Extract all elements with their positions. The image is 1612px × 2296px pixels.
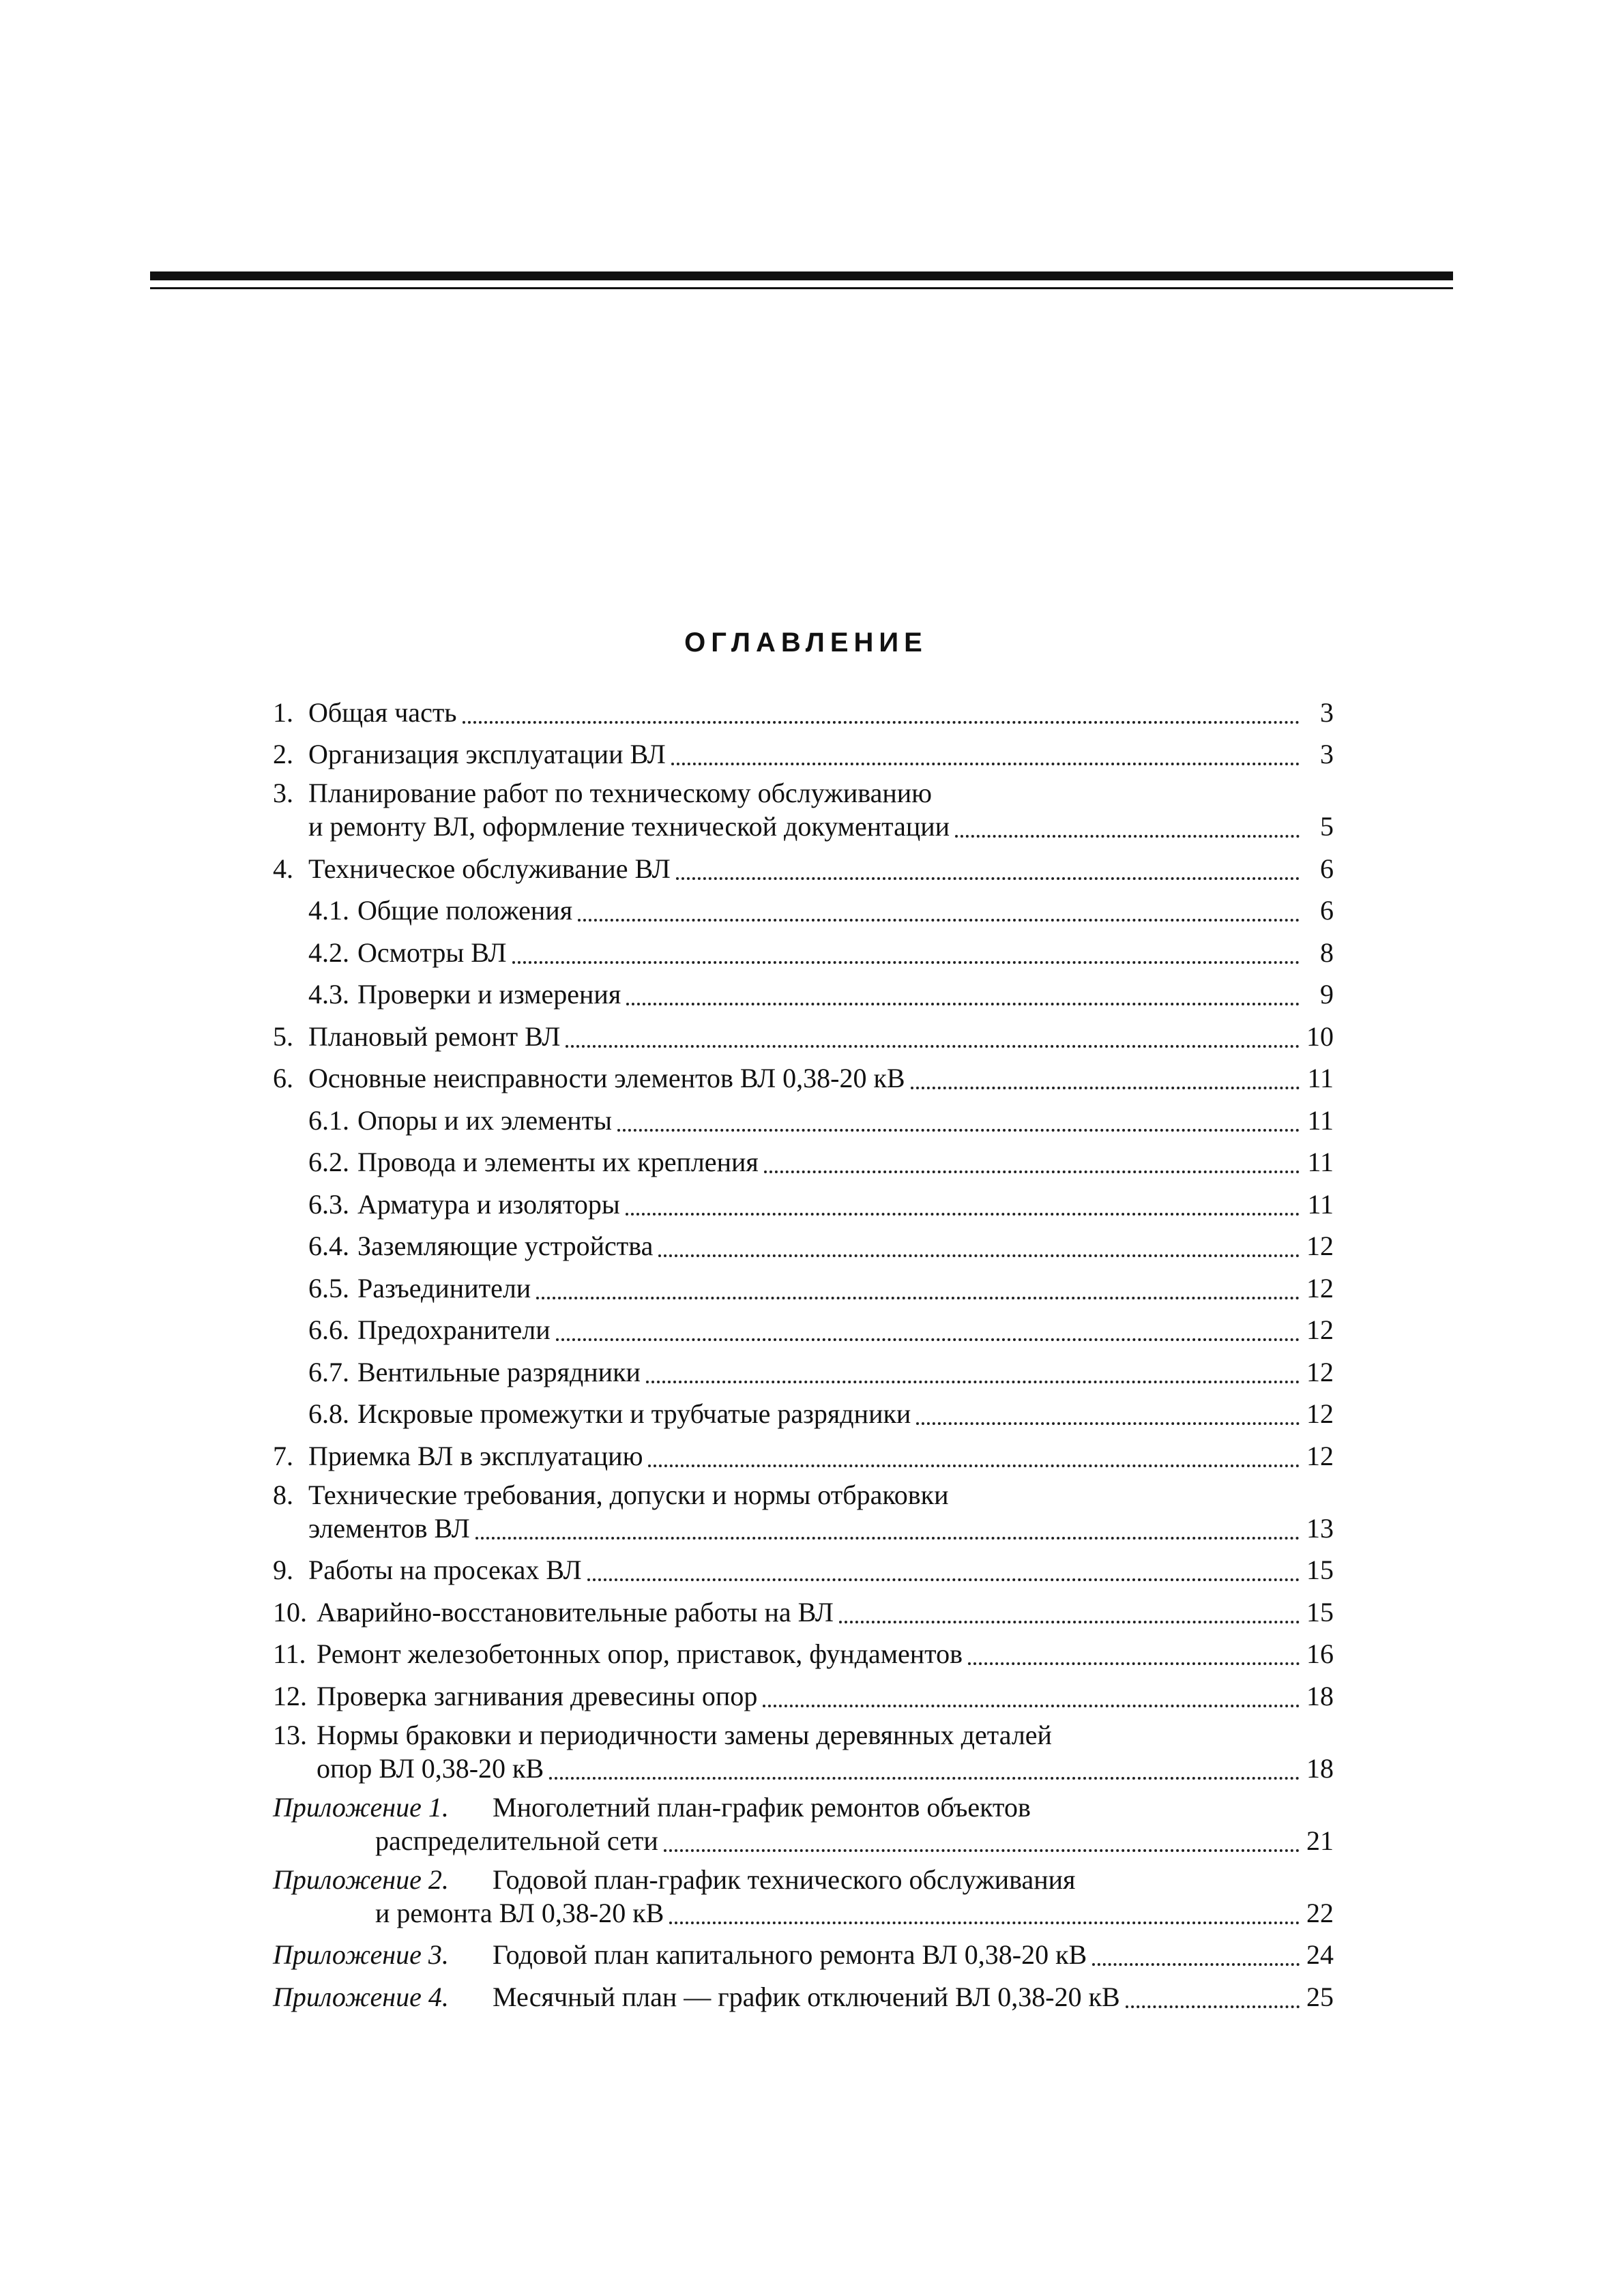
toc-entry-title: Арматура и изоляторы — [357, 1188, 620, 1220]
toc-subentry[interactable] — [273, 1391, 1334, 1433]
toc-entry-title: Ремонт железобетонных опор, приставок, фундаментов — [317, 1638, 963, 1669]
dot-leader — [549, 1777, 1300, 1780]
toc-entry-page: 18 — [1306, 1752, 1334, 1784]
dot-leader — [911, 1087, 1300, 1089]
toc-entry-number: 2. — [273, 739, 293, 769]
toc-entry[interactable] — [273, 773, 1334, 845]
toc-entry-page: 5 — [1320, 811, 1334, 842]
toc-entry-page: 16 — [1306, 1638, 1334, 1669]
toc-entry-title-continued: элементов ВЛ — [308, 1512, 470, 1544]
toc-entry-page: 9 — [1320, 979, 1334, 1010]
dot-leader — [671, 763, 1300, 765]
dot-leader — [463, 721, 1300, 724]
toc-entry-number: 8. — [273, 1479, 293, 1510]
toc-entry-page: 8 — [1320, 937, 1334, 968]
toc-subentry[interactable] — [273, 1307, 1334, 1349]
dot-leader — [839, 1621, 1300, 1623]
appendix-title-continued: распределительной сети — [375, 1825, 658, 1856]
toc-entry[interactable] — [273, 1631, 1334, 1673]
toc-entry-number: 4.1. — [308, 895, 349, 926]
toc-entry-title: Общая часть — [308, 696, 457, 728]
top-rule-thick — [150, 271, 1453, 280]
toc-appendix-entry[interactable] — [273, 1932, 1334, 1974]
toc-appendix-entry[interactable] — [273, 1859, 1334, 1932]
toc-entry-title: Предохранители — [357, 1314, 551, 1345]
appendix-label: Приложение 1. — [273, 1791, 449, 1823]
toc-entry[interactable] — [273, 1475, 1334, 1547]
toc-entry-number: 13. — [273, 1719, 307, 1750]
dot-leader — [968, 1662, 1300, 1665]
toc-entry-title: Искровые промежутки и трубчатые разрядники — [357, 1398, 911, 1429]
toc-entry-number: 6.8. — [308, 1398, 349, 1429]
toc-entry-title: Технические требования, допуски и нормы отбраковки — [308, 1479, 949, 1510]
toc-entry-page: 6 — [1320, 895, 1334, 926]
toc-entry-title: Основные неисправности элементов ВЛ 0,38-20 кВ — [308, 1063, 905, 1093]
toc-entry-number: 11. — [273, 1638, 306, 1669]
toc-entry-number: 6.4. — [308, 1231, 349, 1261]
dot-leader — [1092, 1963, 1300, 1966]
appendix-title: Годовой план капитального ремонта ВЛ 0,38-20 кВ — [493, 1939, 1087, 1970]
toc-entry-page: 10 — [1306, 1020, 1334, 1052]
top-rule-thin — [150, 287, 1453, 289]
toc-entry-number: 6.2. — [308, 1147, 349, 1177]
toc-entry-page: 6 — [1320, 853, 1334, 884]
toc-entry[interactable] — [273, 1432, 1334, 1475]
dot-leader — [646, 1381, 1300, 1383]
dot-leader — [587, 1578, 1300, 1581]
toc-entry-page: 25 — [1306, 1981, 1334, 2012]
toc-entry-page: 11 — [1307, 1063, 1334, 1093]
toc-entry-title: Осмотры ВЛ — [357, 937, 507, 968]
dot-leader — [669, 1922, 1300, 1924]
toc-subentry[interactable] — [273, 1181, 1334, 1223]
toc-subentry[interactable] — [273, 887, 1334, 930]
toc-entry-page: 21 — [1306, 1825, 1334, 1856]
toc-entry-number: 4. — [273, 853, 293, 884]
dot-leader — [626, 1213, 1300, 1216]
appendix-title: Многолетний план-график ремонтов объектов — [493, 1791, 1031, 1823]
toc-entry-title: Организация эксплуатации ВЛ — [308, 739, 666, 769]
toc-entry-page: 12 — [1306, 1440, 1334, 1471]
dot-leader — [664, 1849, 1300, 1852]
toc-appendix-entry[interactable] — [273, 1787, 1334, 1859]
toc-entry-number: 4.3. — [308, 979, 349, 1010]
toc-entry-number: 10. — [273, 1596, 307, 1628]
dot-leader — [556, 1338, 1300, 1341]
dot-leader — [566, 1045, 1300, 1048]
dot-leader — [475, 1537, 1300, 1540]
toc-entry-title: Опоры и их элементы — [357, 1104, 612, 1136]
toc-heading: ОГЛАВЛЕНИЕ — [684, 628, 928, 658]
toc-entry[interactable] — [273, 1589, 1334, 1631]
toc-entry-page: 18 — [1306, 1680, 1334, 1711]
dot-leader — [916, 1422, 1300, 1425]
dot-leader — [617, 1129, 1300, 1132]
toc-appendix-entry[interactable] — [273, 1973, 1334, 2016]
dot-leader — [648, 1465, 1300, 1467]
toc-entry-number: 9. — [273, 1555, 293, 1585]
toc-entry-title: Нормы браковки и периодичности замены деревянных деталей — [317, 1719, 1052, 1750]
toc-subentry[interactable] — [273, 1223, 1334, 1265]
toc-subentry[interactable] — [273, 971, 1334, 1014]
toc-entry-title: Приемка ВЛ в эксплуатацию — [308, 1440, 643, 1471]
toc-entry-title: Техническое обслуживание ВЛ — [308, 853, 671, 884]
toc-entry-page: 11 — [1307, 1147, 1334, 1177]
toc-entry-title: Планирование работ по техническому обслуживанию — [308, 778, 933, 808]
toc-entry-title: Общие положения — [357, 895, 573, 926]
toc-entry-page: 24 — [1306, 1939, 1334, 1970]
appendix-label: Приложение 4. — [273, 1981, 449, 2012]
toc-entry-page: 11 — [1307, 1188, 1334, 1220]
toc-entry-number: 1. — [273, 696, 293, 728]
dot-leader — [658, 1254, 1300, 1257]
dot-leader — [536, 1297, 1300, 1299]
toc-entry-number: 6.1. — [308, 1104, 349, 1136]
dot-leader — [512, 961, 1300, 964]
dot-leader — [1126, 2005, 1300, 2008]
toc-entry-title: Аварийно-восстановительные работы на ВЛ — [317, 1596, 834, 1628]
toc-entry[interactable] — [273, 731, 1334, 774]
toc-entry[interactable] — [273, 689, 1334, 731]
toc-entry-page: 12 — [1306, 1314, 1334, 1345]
toc-subentry[interactable] — [273, 1265, 1334, 1307]
dot-leader — [626, 1003, 1300, 1005]
toc-entry-page: 3 — [1320, 739, 1334, 769]
toc-subentry[interactable] — [273, 929, 1334, 971]
toc-entry-page: 15 — [1306, 1555, 1334, 1585]
appendix-title: Годовой план-график технического обслуживания — [493, 1864, 1076, 1895]
appendix-title: Месячный план — график отключений ВЛ 0,38-20 кВ — [493, 1981, 1120, 2012]
toc-entry-number: 7. — [273, 1440, 293, 1471]
appendix-label: Приложение 2. — [273, 1864, 449, 1895]
toc-entry-number: 5. — [273, 1020, 293, 1052]
toc-entry-title: Плановый ремонт ВЛ — [308, 1020, 561, 1052]
toc-subentry[interactable] — [273, 1349, 1334, 1391]
toc-entry-title: Вентильные разрядники — [357, 1356, 641, 1387]
table-of-contents — [273, 689, 1334, 2016]
toc-entry[interactable] — [273, 1715, 1334, 1787]
toc-entry[interactable] — [273, 1013, 1334, 1055]
toc-entry-title: Разъединители — [357, 1272, 531, 1304]
toc-entry-title: Проверка загнивания древесины опор — [317, 1680, 758, 1711]
dot-leader — [676, 877, 1300, 880]
appendix-title-continued: и ремонта ВЛ 0,38-20 кВ — [375, 1897, 664, 1928]
toc-entry-page: 12 — [1306, 1398, 1334, 1429]
toc-entry[interactable] — [273, 845, 1334, 887]
dot-leader — [578, 919, 1300, 922]
toc-entry-title-continued: и ремонту ВЛ, оформление технической документации — [308, 811, 950, 842]
toc-entry[interactable] — [273, 1547, 1334, 1589]
toc-entry-page: 12 — [1306, 1231, 1334, 1261]
toc-entry-title: Работы на просеках ВЛ — [308, 1555, 582, 1585]
dot-leader — [764, 1171, 1300, 1173]
toc-entry-title-continued: опор ВЛ 0,38-20 кВ — [317, 1752, 544, 1784]
toc-entry[interactable] — [273, 1673, 1334, 1715]
dot-leader — [955, 835, 1300, 838]
toc-entry-page: 13 — [1306, 1512, 1334, 1544]
toc-entry-page: 11 — [1307, 1104, 1334, 1136]
toc-entry-number: 6.5. — [308, 1272, 349, 1304]
toc-entry-page: 22 — [1306, 1897, 1334, 1928]
toc-entry-page: 15 — [1306, 1596, 1334, 1628]
toc-entry-title: Провода и элементы их крепления — [357, 1147, 759, 1177]
toc-entry-page: 12 — [1306, 1356, 1334, 1387]
toc-entry-number: 4.2. — [308, 937, 349, 968]
toc-entry-number: 6. — [273, 1063, 293, 1093]
toc-entry-number: 6.6. — [308, 1314, 349, 1345]
toc-entry-page: 12 — [1306, 1272, 1334, 1304]
toc-entry-title: Заземляющие устройства — [357, 1231, 654, 1261]
toc-entry-page: 3 — [1320, 696, 1334, 728]
toc-entry-number: 3. — [273, 778, 293, 808]
appendix-label: Приложение 3. — [273, 1939, 449, 1970]
toc-entry-title: Проверки и измерения — [357, 979, 621, 1010]
toc-entry-number: 6.7. — [308, 1356, 349, 1387]
toc-subentry[interactable] — [273, 1139, 1334, 1181]
toc-entry[interactable] — [273, 1055, 1334, 1098]
dot-leader — [763, 1705, 1300, 1707]
toc-entry-number: 6.3. — [308, 1188, 349, 1220]
toc-entry-number: 12. — [273, 1680, 307, 1711]
toc-subentry[interactable] — [273, 1097, 1334, 1139]
